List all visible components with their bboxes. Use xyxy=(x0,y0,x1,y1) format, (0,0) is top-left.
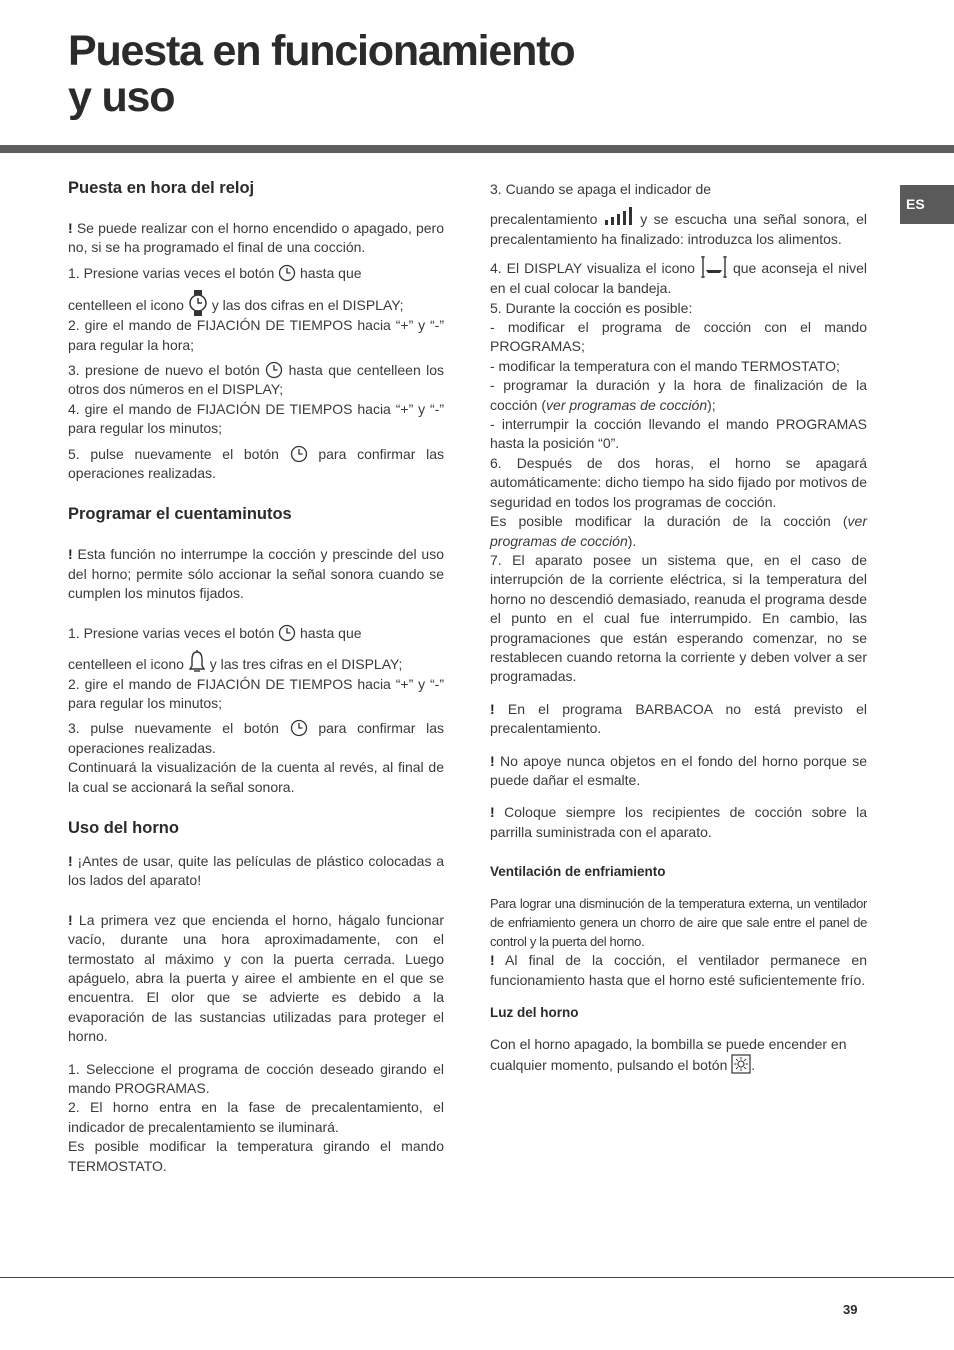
step-paragraph xyxy=(490,206,867,249)
title-line-1: Puesta en funcionamiento xyxy=(68,27,575,75)
step-paragraph xyxy=(490,512,867,551)
title-line-2: y uso xyxy=(68,73,175,121)
step-paragraph xyxy=(68,719,444,758)
step-text: hasta que xyxy=(300,624,362,641)
bullet-text: - programar la duración y la hora de finalización de la cocción ( xyxy=(490,377,867,413)
cross-reference: ver programas de cocción xyxy=(490,513,867,549)
note-text: La primera vez que encienda el horno, hágalo funcionar vacío, durante una hora aproximadamente, con el termostato al máximo y con la puerta cerrada. Luego apáguelo, abra la puerta y airee el ambiente en el que se encuentra. El olor que se advierte es debido a la evaporación de las sustancias utilizadas para proteger el horno. xyxy=(68,911,444,1045)
step-text: hasta que centelleen los otros dos números en el DISPLAY; xyxy=(68,362,445,398)
section-heading-oven-use: Uso del horno xyxy=(68,818,179,837)
step-paragraph: 2. El horno entra en la fase de precalentamiento, el indicador de precalentamiento se iluminará. xyxy=(68,1099,444,1135)
light-text: Con el horno apagado, la bombilla se puede encender en cualquier momento, pulsando el botón xyxy=(490,1036,847,1074)
step-text: 1. Presione varias veces el botón xyxy=(68,264,275,281)
step-paragraph: Es posible modificar la temperatura girando el mando TERMOSTATO. xyxy=(68,1138,444,1174)
step-paragraph: 6. Después de dos horas, el horno se apagará automáticamente: dicho tiempo ha sido fijado por motivos de seguridad en todos los programas de cocción. xyxy=(490,454,867,510)
bullet-item: - interrumpir la cocción llevando el mando PROGRAMAS hasta la posición “0”. xyxy=(490,416,867,452)
step-paragraph: 5. Durante la cocción es posible: xyxy=(490,299,693,316)
subheading-ventilation: Ventilación de enfriamiento xyxy=(490,864,666,880)
light-bulb-icon xyxy=(731,1054,751,1074)
cross-reference: ver programas de cocción xyxy=(546,396,708,413)
note-text: Esta función no interrumpe la cocción y prescinde del uso del horno; permite sólo accionar la señal sonora cuando se cumplen los minutos fijados. xyxy=(68,546,445,602)
step-paragraph xyxy=(490,255,867,298)
step-text: 3. presione de nuevo el botón xyxy=(68,362,260,379)
step-paragraph xyxy=(68,290,444,316)
note-paragraph xyxy=(490,752,867,791)
step-text: y las tres cifras en el DISPLAY; xyxy=(209,656,403,673)
bullet-text: ); xyxy=(707,396,716,413)
exclamation-mark: ! xyxy=(490,700,495,717)
note-paragraph xyxy=(68,545,444,603)
step-paragraph: Continuará la visualización de la cuenta al revés, al final de la cual se accionará la señal sonora. xyxy=(68,759,444,795)
note-paragraph xyxy=(490,803,867,842)
exclamation-mark: ! xyxy=(490,804,495,821)
section-heading-timer: Programar el cuentaminutos xyxy=(68,505,292,524)
step-text: para confirmar las operaciones realizadas. xyxy=(68,720,445,756)
exclamation-mark: ! xyxy=(68,546,73,563)
step-text: 5. pulse nuevamente el botón xyxy=(68,445,279,462)
language-tab: ES xyxy=(900,185,954,224)
bullet-item: - modificar la temperatura con el mando TERMOSTATO; xyxy=(490,357,840,374)
clock-button-icon xyxy=(265,361,283,379)
light-text: . xyxy=(751,1057,756,1074)
step-text: para confirmar las operaciones realizadas. xyxy=(68,445,445,482)
step-paragraph xyxy=(68,445,444,484)
page-number: 39 xyxy=(843,1302,858,1317)
step-paragraph: 7. El aparato posee un sistema que, en el caso de interrupción de la corriente eléctrica, si la temperatura del horno no descendió demasiado, reanuda el programa desde el punto en el cual fue interrumpido. En cambio, las programaciones que están esperando comenzar, no se restablecen cuando retorna la corriente y deben volver a ser programadas. xyxy=(490,551,867,685)
page-title xyxy=(68,28,574,120)
exclamation-mark: ! xyxy=(490,952,495,969)
step-text: y las dos cifras en el DISPLAY; xyxy=(211,297,404,314)
step-text: ). xyxy=(627,532,637,549)
footer-rule xyxy=(0,1277,954,1278)
note-paragraph xyxy=(68,852,444,891)
subheading-oven-light: Luz del horno xyxy=(490,1005,579,1020)
step-paragraph: 2. gire el mando de FIJACIÓN DE TIEMPOS hacia “+” y “-” para regular los minutos; xyxy=(68,675,444,711)
step-text: 4. El DISPLAY visualiza el icono xyxy=(490,260,695,277)
note-text: En el programa BARBACOA no está previsto el precalentamiento. xyxy=(490,700,867,737)
step-text: y se escucha una señal sonora, el precalentamiento ha finalizado: introduzca los alimentos. xyxy=(490,211,867,247)
ventilation-text: Para lograr una disminución de la temperatura externa, un ventilador de enfriamiento genera un chorro de aire que sale entre el panel de control y la puerta del horno. xyxy=(490,896,867,950)
note-paragraph xyxy=(68,219,444,258)
exclamation-mark: ! xyxy=(68,852,73,869)
step-paragraph xyxy=(68,264,444,283)
step-text: 3. pulse nuevamente el botón xyxy=(68,720,279,737)
clock-button-icon xyxy=(290,445,308,463)
note-text: Al final de la cocción, el ventilador permanece en funcionamiento hasta que el horno esté suficientemente frío. xyxy=(490,952,867,988)
step-paragraph: 4. gire el mando de FIJACIÓN DE TIEMPOS hacia “+” y “-” para regular los minutos; xyxy=(68,400,444,437)
note-text: Coloque siempre los recipientes de cocción sobre la parrilla suministrada con el aparato. xyxy=(490,804,868,840)
step-text: 1. Presione varias veces el botón xyxy=(68,624,275,641)
clock-button-icon xyxy=(278,624,296,642)
clock-button-icon xyxy=(290,719,308,737)
exclamation-mark: ! xyxy=(68,220,73,236)
exclamation-mark: ! xyxy=(490,752,495,769)
step-text: centelleen el icono xyxy=(68,297,184,314)
step-text: Es posible modificar la duración de la cocción ( xyxy=(490,513,848,530)
step-paragraph xyxy=(68,650,444,674)
bullet-item: - modificar el programa de cocción con el mando PROGRAMAS; xyxy=(490,319,867,355)
note-text: Se puede realizar con el horno encendido o apagado, pero no, si se ha programado el final de una cocción. xyxy=(68,220,445,256)
header-rule xyxy=(0,145,954,153)
note-text: No apoye nunca objetos en el fondo del horno porque se puede dañar el esmalte. xyxy=(490,752,868,788)
step-paragraph xyxy=(68,624,444,643)
step-paragraph xyxy=(68,361,444,400)
step-text: que aconseja el nivel en el cual colocar la bandeja. xyxy=(490,260,868,297)
exclamation-mark: ! xyxy=(68,911,73,928)
note-paragraph xyxy=(490,700,867,739)
step-text: hasta que xyxy=(300,264,362,281)
right-column xyxy=(490,180,867,1076)
left-column xyxy=(68,177,444,1176)
note-paragraph xyxy=(490,951,867,990)
step-text: centelleen el icono xyxy=(68,656,184,673)
step-paragraph: 3. Cuando se apaga el indicador de xyxy=(490,181,712,197)
step-paragraph: 1. Seleccione el programa de cocción deseado girando el mando PROGRAMAS. xyxy=(68,1060,444,1096)
tray-level-icon xyxy=(700,255,728,279)
bell-icon xyxy=(188,650,206,674)
bullet-item xyxy=(490,376,867,415)
step-text: precalentamiento xyxy=(490,211,598,228)
clock-icon xyxy=(188,290,208,316)
note-text: ¡Antes de usar, quite las películas de plástico colocadas a los lados del aparato! xyxy=(68,852,444,889)
section-heading-clock: Puesta en hora del reloj xyxy=(68,179,255,197)
light-paragraph xyxy=(490,1035,867,1076)
preheat-bars-icon xyxy=(604,206,634,226)
step-paragraph: 2. gire el mando de FIJACIÓN DE TIEMPOS hacia “+” y “-” para regular la hora; xyxy=(68,317,444,353)
clock-button-icon xyxy=(278,264,296,282)
note-paragraph xyxy=(68,911,444,1047)
